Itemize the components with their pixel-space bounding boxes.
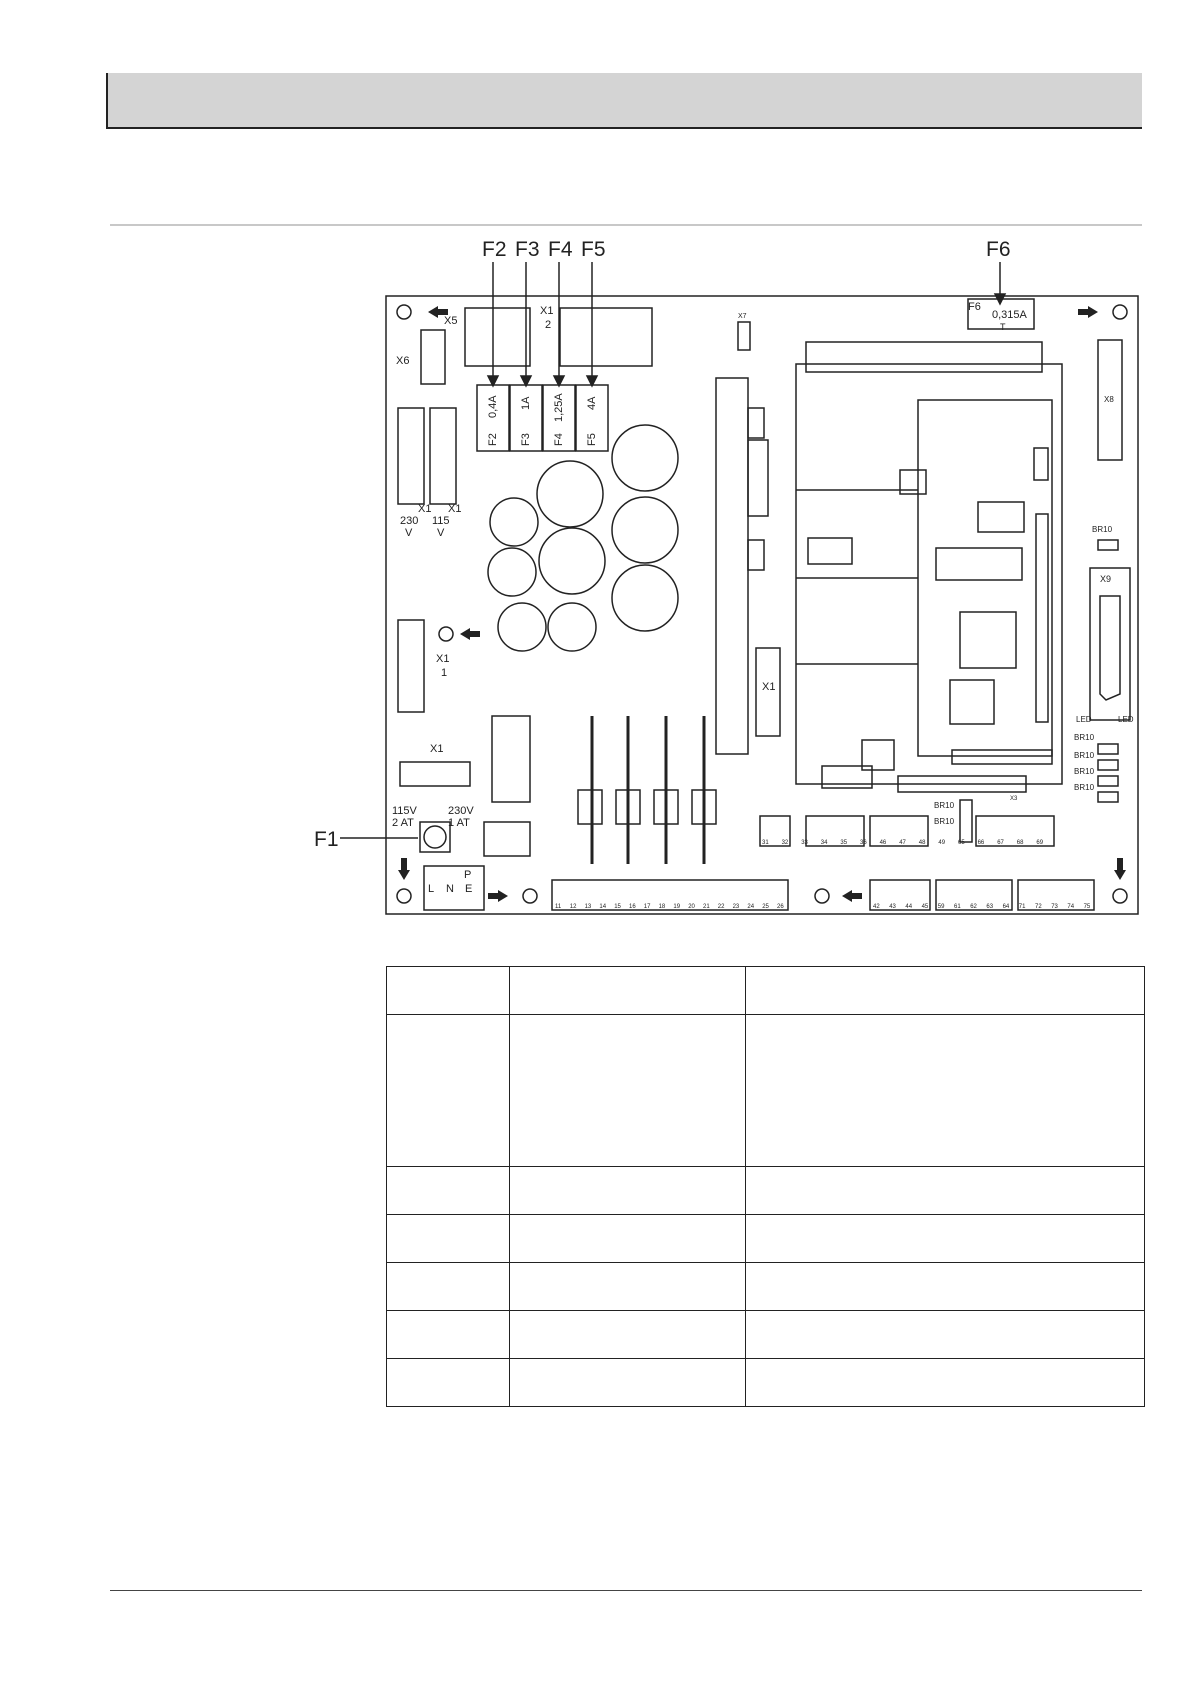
terminal-number: 73 — [1051, 904, 1058, 910]
f5-board-label: F5 — [586, 433, 598, 446]
table-cell — [387, 1015, 510, 1167]
table-row — [387, 1015, 1145, 1167]
br10-5: BR10 — [1092, 525, 1113, 534]
terminal-number: 33 — [801, 840, 808, 846]
table-cell — [387, 1311, 510, 1359]
terminal-number: 17 — [643, 904, 651, 910]
mains-e: E — [465, 883, 473, 895]
fuse-spec-table — [386, 966, 1145, 1407]
callout-f4: F4 — [548, 238, 573, 261]
terminal-number: 67 — [997, 840, 1004, 846]
terminal-number: 72 — [1035, 904, 1042, 910]
label-x11-vertical: X1 — [762, 681, 776, 693]
f4-board-label: F4 — [553, 433, 565, 446]
table-cell — [510, 1015, 746, 1167]
terminal-number: 11 — [555, 904, 562, 910]
table-cell — [746, 1359, 1145, 1407]
f1-left-voltage: 115V — [392, 805, 417, 817]
f6-rating: 0,315A — [992, 309, 1027, 321]
br10-6: BR10 — [934, 817, 955, 826]
terminal-number: 13 — [584, 904, 592, 910]
terminal-number: 20 — [688, 904, 695, 910]
label-v-115: V — [437, 527, 445, 539]
terminal-number: 18 — [658, 904, 666, 910]
terminal-number: 12 — [569, 904, 577, 910]
table-cell — [387, 1215, 510, 1263]
terminal-number: 36 — [860, 840, 867, 846]
terminal-number: 61 — [954, 904, 961, 910]
terminal-number: 19 — [673, 904, 681, 910]
terminal-number: 16 — [629, 904, 636, 910]
table-cell — [510, 1215, 746, 1263]
mains-p: P — [464, 869, 472, 881]
terminal-number: 59 — [937, 904, 945, 910]
terminal-number: 22 — [717, 904, 725, 910]
callout-f3: F3 — [515, 238, 540, 261]
terminal-number: 46 — [879, 840, 887, 846]
table-cell — [387, 1359, 510, 1407]
table-cell — [510, 1263, 746, 1311]
label-x11-lower: X1 — [436, 653, 450, 665]
callout-f2: F2 — [482, 238, 507, 261]
table-cell — [746, 1263, 1145, 1311]
terminal-number: 63 — [986, 904, 994, 910]
callout-f1: F1 — [314, 828, 339, 851]
table-header-row — [387, 967, 1145, 1015]
terminal-number: 43 — [889, 904, 896, 910]
led-1: LED — [1118, 715, 1134, 724]
terminal-number: 74 — [1067, 904, 1075, 910]
terminal-number: 31 — [762, 840, 769, 846]
f5-rating: 4A — [586, 396, 598, 410]
terminal-number: 35 — [840, 840, 848, 846]
table-cell — [387, 1167, 510, 1215]
terminal-number: 49 — [938, 840, 946, 846]
label-x1-12-sub: 2 — [545, 319, 552, 331]
f3-rating: 1A — [520, 396, 532, 410]
terminal-number: 71 — [1018, 904, 1026, 910]
callout-f5: F5 — [581, 238, 606, 261]
label-x8: X8 — [1104, 395, 1114, 404]
label-x6: X6 — [396, 355, 410, 367]
terminal-number: 44 — [905, 904, 913, 910]
label-230: 230 — [400, 515, 419, 527]
terminal-number: 64 — [1002, 904, 1010, 910]
br10-3: BR10 — [1074, 751, 1095, 760]
table-cell — [746, 1215, 1145, 1263]
table-cell — [387, 967, 510, 1015]
br10-1: BR10 — [1074, 783, 1095, 792]
terminal-number: 24 — [747, 904, 755, 910]
table-cell — [746, 1015, 1145, 1167]
table-row — [387, 1167, 1145, 1215]
f2-board-label: F2 — [487, 433, 499, 446]
terminal-number: 21 — [703, 904, 710, 910]
label-x9: X9 — [1100, 574, 1112, 584]
table-cell — [746, 967, 1145, 1015]
table-cell — [510, 967, 746, 1015]
f2-rating: 0,4A — [487, 395, 499, 418]
terminal-number: 15 — [614, 904, 621, 910]
table-cell — [510, 1359, 746, 1407]
terminal-number: 14 — [599, 904, 607, 910]
f1-right-amps: 1 AT — [448, 817, 470, 829]
label-x11-lower-sub: 1 — [441, 667, 448, 679]
terminal-number: 66 — [977, 840, 985, 846]
table-row — [387, 1263, 1145, 1311]
terminal-number: 45 — [921, 904, 929, 910]
label-x7: X7 — [738, 313, 747, 320]
terminal-number: 25 — [762, 904, 769, 910]
f1-left-amps: 2 AT — [392, 817, 414, 829]
f6-type: T — [1000, 322, 1006, 332]
table-cell — [746, 1167, 1145, 1215]
table-row — [387, 1215, 1145, 1263]
label-v-230: V — [405, 527, 413, 539]
table-row — [387, 1311, 1145, 1359]
terminal-number: 47 — [899, 840, 906, 846]
br10-7: BR10 — [934, 801, 955, 810]
label-x1-12: X1 — [540, 305, 554, 317]
terminal-number: 62 — [970, 904, 977, 910]
terminal-number: 23 — [732, 904, 740, 910]
label-f6-board: F6 — [968, 301, 981, 313]
callout-f6: F6 — [986, 238, 1011, 261]
f4-rating: 1,25A — [553, 393, 565, 422]
label-115: 115 — [432, 515, 450, 527]
terminal-number: 26 — [777, 904, 784, 910]
label-x5: X5 — [444, 315, 458, 327]
table-cell — [387, 1263, 510, 1311]
mains-l: L — [428, 883, 435, 895]
terminal-number: 68 — [1016, 840, 1024, 846]
terminal-number: 48 — [918, 840, 926, 846]
table-cell — [510, 1167, 746, 1215]
terminal-number: 69 — [1036, 840, 1044, 846]
br10-4: BR10 — [1074, 733, 1095, 742]
table-row — [387, 1359, 1145, 1407]
footer-rule — [110, 1590, 1142, 1591]
mains-n: N — [446, 883, 454, 895]
terminal-number: 34 — [820, 840, 828, 846]
terminal-number: 32 — [781, 840, 789, 846]
terminal-number: 42 — [873, 904, 880, 910]
label-x3: X3 — [1010, 796, 1018, 802]
f3-board-label: F3 — [520, 433, 532, 446]
terminal-number: 75 — [1083, 904, 1091, 910]
label-x11-230: X1 — [418, 503, 432, 515]
br10-2: BR10 — [1074, 767, 1095, 776]
led-2: LED — [1076, 715, 1092, 724]
terminal-number: 65 — [958, 840, 965, 846]
terminal-labels — [555, 840, 1091, 910]
label-x11-115: X1 — [448, 503, 462, 515]
label-x10: X1 — [430, 743, 444, 755]
f1-right-voltage: 230V — [448, 805, 474, 817]
table-cell — [510, 1311, 746, 1359]
table-cell — [746, 1311, 1145, 1359]
